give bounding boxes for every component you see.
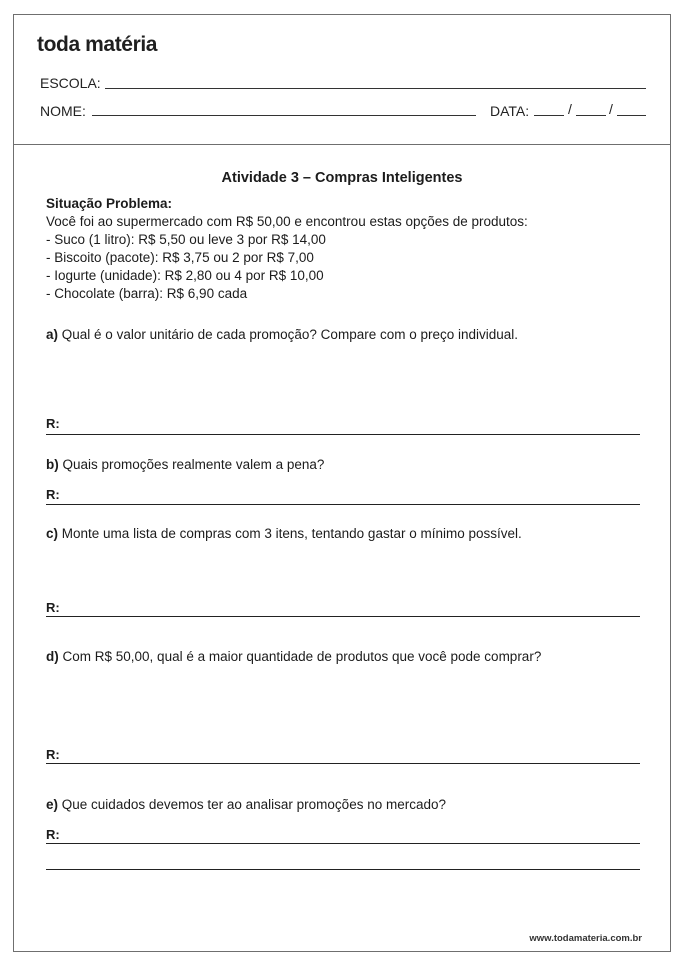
question-text: Que cuidados devemos ter ao analisar promoções no mercado?	[61, 797, 446, 812]
worksheet-header	[14, 15, 670, 145]
brand-logo: toda matéria	[37, 33, 158, 56]
question-b	[46, 457, 324, 472]
answer-line[interactable]	[46, 616, 640, 617]
escola-label: ESCOLA:	[40, 75, 101, 91]
date-year-line[interactable]	[617, 115, 646, 116]
answer-label: R:	[46, 747, 60, 762]
nome-field-line[interactable]	[92, 115, 476, 116]
problem-line: - Chocolate (barra): R$ 6,90 cada	[46, 286, 248, 301]
question-text: Com R$ 50,00, qual é a maior quantidade de produtos que você pode comprar?	[62, 649, 542, 664]
question-text: Qual é o valor unitário de cada promoção? Compare com o preço individual.	[61, 327, 519, 342]
question-d	[46, 649, 541, 664]
question-letter: e)	[46, 797, 59, 812]
problem-title: Situação Problema:	[46, 196, 173, 211]
answer-line[interactable]	[46, 763, 640, 764]
data-label: DATA:	[490, 103, 530, 119]
escola-field-line[interactable]	[105, 88, 646, 89]
answer-label: R:	[46, 600, 60, 615]
date-separator: /	[568, 101, 572, 117]
question-a	[46, 327, 518, 342]
footer-url: www.todamateria.com.br	[529, 933, 642, 944]
answer-line[interactable]	[46, 869, 640, 870]
answer-line[interactable]	[46, 434, 640, 435]
question-letter: d)	[46, 649, 59, 664]
answer-label: R:	[46, 416, 60, 431]
date-month-line[interactable]	[576, 115, 606, 116]
date-day-line[interactable]	[534, 115, 564, 116]
question-text: Quais promoções realmente valem a pena?	[62, 457, 325, 472]
date-separator: /	[609, 101, 613, 117]
question-letter: c)	[46, 526, 59, 541]
question-text: Monte uma lista de compras com 3 itens, tentando gastar o mínimo possível.	[61, 526, 522, 541]
problem-line: - Iogurte (unidade): R$ 2,80 ou 4 por R$ 10,00	[46, 268, 324, 283]
problem-line: - Suco (1 litro): R$ 5,50 ou leve 3 por R$ 14,00	[46, 232, 326, 247]
activity-title: Atividade 3 – Compras Inteligentes	[221, 170, 463, 186]
answer-label: R:	[46, 487, 60, 502]
problem-line: - Biscoito (pacote): R$ 3,75 ou 2 por R$ 7,00	[46, 250, 314, 265]
question-e	[46, 797, 446, 812]
answer-line[interactable]	[46, 504, 640, 505]
nome-label: NOME:	[40, 103, 86, 119]
question-letter: a)	[46, 327, 59, 342]
answer-line[interactable]	[46, 843, 640, 844]
question-c	[46, 526, 522, 541]
answer-label: R:	[46, 827, 60, 842]
problem-line: Você foi ao supermercado com R$ 50,00 e encontrou estas opções de produtos:	[46, 214, 528, 229]
question-letter: b)	[46, 457, 59, 472]
worksheet	[13, 14, 671, 952]
